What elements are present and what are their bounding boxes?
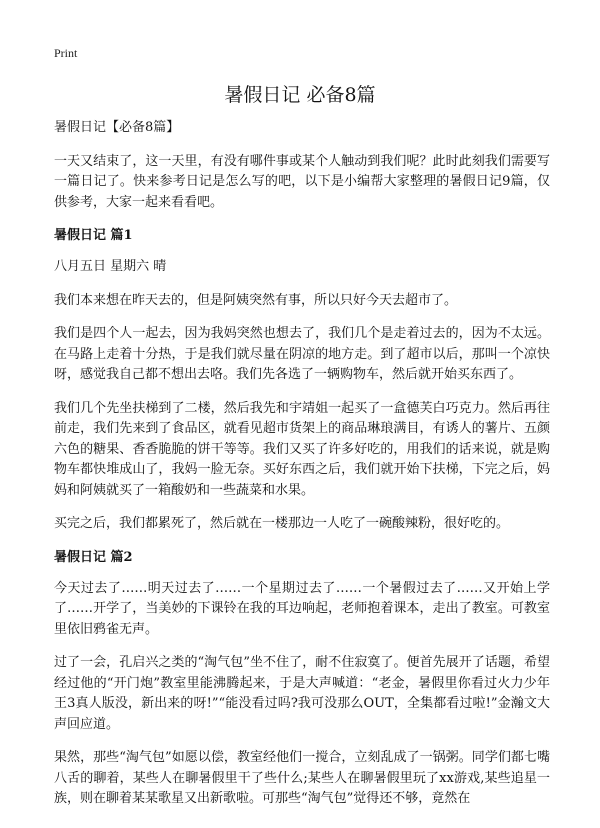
paragraph: 果然，那些“淘气包”如愿以偿，教室经他们一搅合，立刻乱成了一锅粥。同学们都七嘴八舌的聊着，某些人在聊暑假里干了些什么;某些人在聊暑假里玩了xx游戏,某些追星一族，则在聊着某某歌星又出新歌啦。可那些“淘气包”觉得还不够，竟然在 <box>54 750 550 806</box>
paragraph: 过了一会，孔启兴之类的“淘气包”坐不住了，耐不住寂寞了。便首先展开了话题，希望经过他的“开门炮”教室里能沸腾起来，于是大声喊道：“老金，暑假里你看过火力少年王3真人版没，新出来的呀!”“能没看过吗?我可没那么OUT，全集都看过啦!”金瀚文大声回应道。 <box>54 655 550 732</box>
intro-paragraph: 一天又结束了，这一天里，有没有哪件事或某个人触动到我们呢？此时此刻我们需要写一篇日记了。快来参考日记是怎么写的吧，以下是小编帮大家整理的暑假日记9篇，仅供参考，大家一起来看看吧。 <box>54 153 550 210</box>
section-heading: 暑假日记 篇1 <box>54 228 133 243</box>
paragraph: 我们几个先坐扶梯到了二楼，然后我先和宇靖姐一起买了一盒德芙白巧克力。然后再往前走，我们先来到了食品区，就看见超市货架上的商品琳琅满目，有诱人的薯片、五颜六色的糖果、香香脆脆的饼干等等。我们又买了许多好吃的，用我们的话来说，就是购物车都快堆成山了，我妈一脸无奈。买好东西之后，我们就开始下扶梯，下完之后，妈妈和阿姨就买了一箱酸奶和一些蔬菜和水果。 <box>54 400 550 498</box>
paragraph: 八月五日 星期六 晴 <box>54 259 167 274</box>
page-title: 暑假日记 必备8篇 <box>224 84 376 106</box>
paragraph: 我们是四个人一起去，因为我妈突然也想去了，我们几个是走着过去的，因为不太远。在马路上走着十分热，于是我们就尽量在阴凉的地方走。到了超市以后，那叫一个凉快呀，感觉我自己都不想出去咯。我们先各选了一辆购物车，然后就开始买东西了。 <box>54 326 550 382</box>
section-heading: 暑假日记 篇2 <box>54 549 133 565</box>
document-body <box>54 118 550 823</box>
print-link[interactable]: Print <box>54 46 78 60</box>
paragraph: 我们本来想在昨天去的，但是阿姨突然有事，所以只好今天去超市了。 <box>54 292 458 308</box>
subtitle: 暑假日记【必备8篇】 <box>54 120 180 135</box>
paragraph: 买完之后，我们都累死了，然后就在一楼那边一人吃了一碗酸辣粉，很好吃的。 <box>54 516 510 531</box>
paragraph: 今天过去了……明天过去了……一个星期过去了……一个暑假过去了……又开始上学了……开学了，当美妙的下课铃在我的耳边响起，老师抱着课本，走出了教室。可教室里依旧鸦雀无声。 <box>54 580 550 637</box>
